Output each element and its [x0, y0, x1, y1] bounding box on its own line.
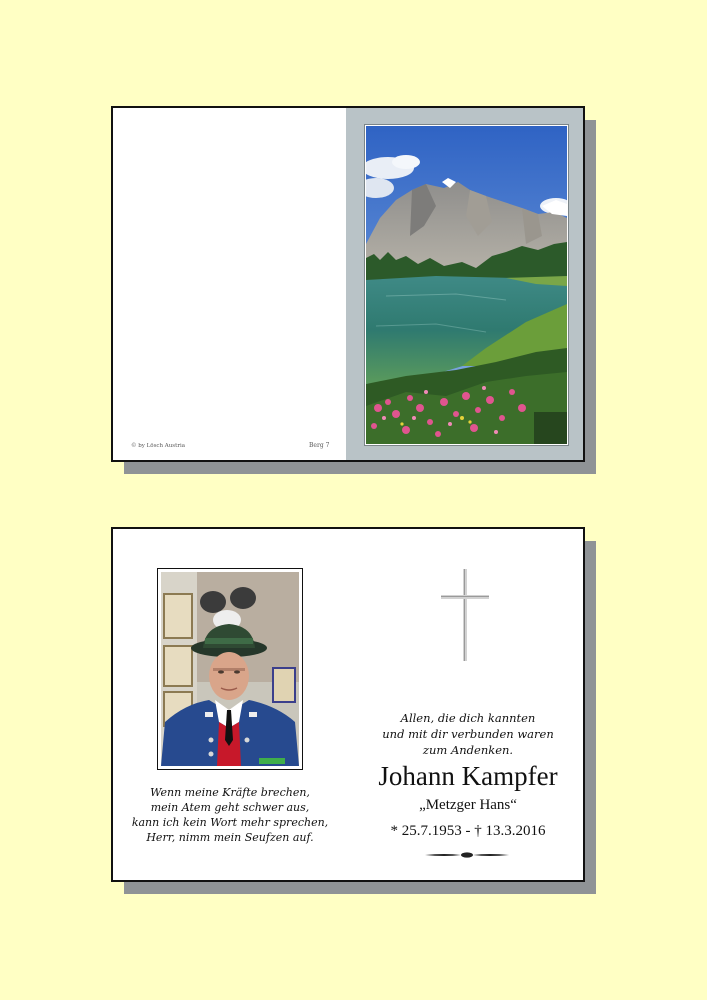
deceased-name: Johann Kampfer: [378, 761, 558, 791]
dedication-line: und mit dir verbunden waren: [382, 727, 554, 741]
cross-icon: [441, 569, 489, 661]
portrait-photo: [161, 572, 299, 766]
model-code: Berg 7: [309, 442, 330, 449]
mountain-lake-image: [365, 125, 568, 445]
portrait-frame: [157, 568, 303, 770]
poem-line: Herr, nimm mein Seufzen auf.: [146, 831, 314, 844]
dedication-line: zum Andenken.: [422, 743, 514, 757]
card-front: [111, 106, 585, 462]
poem-verse: [127, 785, 333, 845]
poem-line: Wenn meine Kräfte brechen,: [150, 786, 310, 799]
life-dates: * 25.7.1953 - † 13.3.2016: [390, 823, 546, 839]
dedication-line: Allen, die dich kannten: [400, 711, 536, 725]
poem-line: mein Atem geht schwer aus,: [150, 801, 310, 814]
card-inside: [111, 527, 585, 882]
ornament-divider-icon: [425, 851, 509, 859]
card-photo-panel: [346, 108, 583, 460]
card-inner-left-panel: [113, 108, 346, 460]
copyright-text: © by Lösch Austria: [131, 443, 185, 449]
deceased-nickname: „Metzger Hans“: [419, 797, 517, 813]
dedication-text: [359, 710, 577, 758]
poem-line: kann ich kein Wort mehr sprechen,: [131, 816, 329, 829]
